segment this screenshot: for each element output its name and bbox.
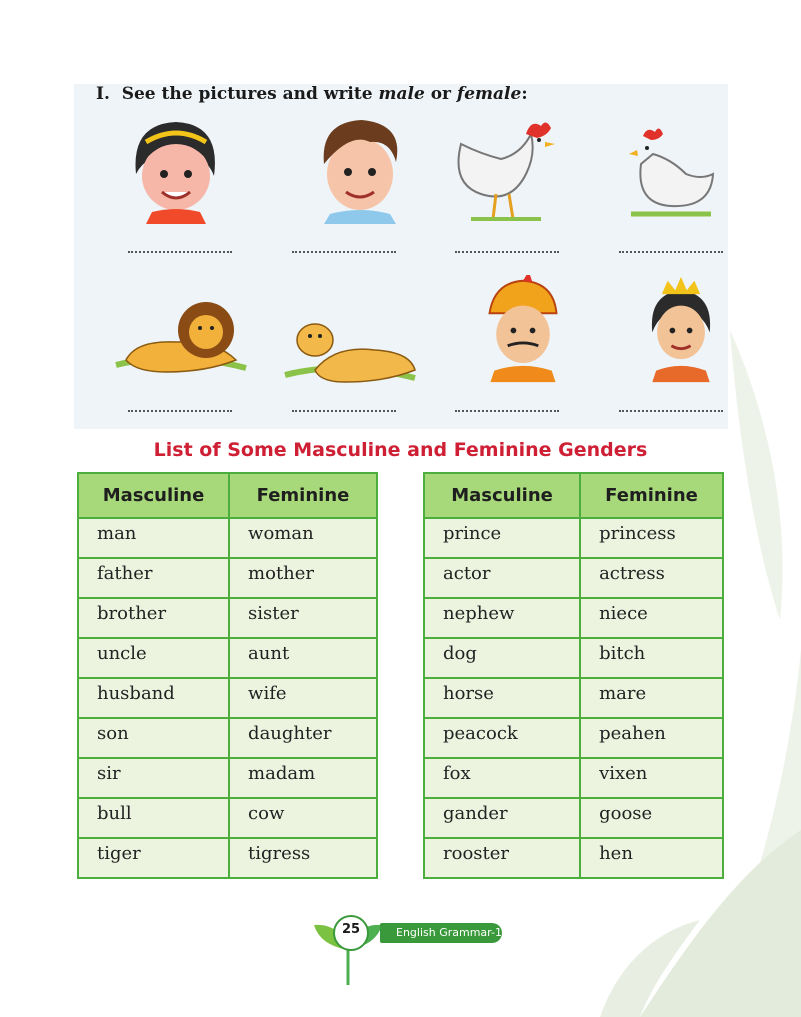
table-row — [78, 598, 377, 638]
column-header: Feminine — [229, 473, 377, 518]
feminine-cell: aunt — [229, 638, 377, 678]
rooster-icon — [441, 114, 561, 224]
masculine-cell: nephew — [424, 598, 580, 638]
feminine-cell: daughter — [229, 718, 377, 758]
table-row — [78, 638, 377, 678]
table-row — [424, 838, 723, 878]
feminine-cell: goose — [580, 798, 723, 838]
answer-blank[interactable] — [455, 410, 559, 412]
feminine-cell: madam — [229, 758, 377, 798]
masculine-cell: sir — [78, 758, 229, 798]
gender-table-right — [423, 472, 724, 879]
answer-blank[interactable] — [292, 410, 396, 412]
masculine-cell: rooster — [424, 838, 580, 878]
feminine-cell: vixen — [580, 758, 723, 798]
answer-blank[interactable] — [619, 251, 723, 253]
exercise-number: I. — [96, 84, 110, 104]
masculine-cell: tiger — [78, 838, 229, 878]
masculine-cell: uncle — [78, 638, 229, 678]
table-row — [424, 558, 723, 598]
page-number: 25 — [341, 922, 361, 937]
table-header-row — [78, 473, 377, 518]
table-row — [78, 518, 377, 558]
exercise-colon: : — [521, 84, 528, 104]
masculine-cell: peacock — [424, 718, 580, 758]
exercise-text: See the pictures and write — [121, 84, 373, 104]
gender-table-left — [77, 472, 378, 879]
masculine-cell: husband — [78, 678, 229, 718]
table-row — [78, 758, 377, 798]
answer-blank[interactable] — [128, 410, 232, 412]
exercise-word-female: female — [456, 84, 522, 104]
feminine-cell: cow — [229, 798, 377, 838]
column-header: Feminine — [580, 473, 723, 518]
masculine-cell: fox — [424, 758, 580, 798]
queen-icon — [621, 275, 741, 385]
feminine-cell: niece — [580, 598, 723, 638]
feminine-cell: wife — [229, 678, 377, 718]
column-header: Masculine — [424, 473, 580, 518]
table-row — [78, 798, 377, 838]
feminine-cell: tigress — [229, 838, 377, 878]
list-title: List of Some Masculine and Feminine Genders — [153, 439, 648, 461]
feminine-cell: bitch — [580, 638, 723, 678]
feminine-cell: mare — [580, 678, 723, 718]
answer-blank[interactable] — [292, 251, 396, 253]
table-header-row — [424, 473, 723, 518]
table-row — [78, 838, 377, 878]
lion-icon — [106, 280, 256, 390]
masculine-cell: actor — [424, 558, 580, 598]
table-row — [424, 718, 723, 758]
table-row — [424, 798, 723, 838]
masculine-cell: bull — [78, 798, 229, 838]
table-row — [424, 518, 723, 558]
lioness-icon — [275, 290, 425, 400]
table-row — [424, 758, 723, 798]
feminine-cell: peahen — [580, 718, 723, 758]
feminine-cell: sister — [229, 598, 377, 638]
answer-blank[interactable] — [619, 410, 723, 412]
masculine-cell: prince — [424, 518, 580, 558]
table-row — [78, 678, 377, 718]
girl-icon — [116, 114, 236, 224]
table-row — [78, 718, 377, 758]
exercise-word-male: male — [378, 84, 425, 104]
exercise-heading — [96, 84, 528, 104]
answer-blank[interactable] — [455, 251, 559, 253]
feminine-cell: princess — [580, 518, 723, 558]
masculine-cell: man — [78, 518, 229, 558]
feminine-cell: mother — [229, 558, 377, 598]
hen-icon — [611, 114, 731, 224]
column-header: Masculine — [78, 473, 229, 518]
boy-icon — [300, 114, 420, 224]
table-row — [424, 638, 723, 678]
masculine-cell: brother — [78, 598, 229, 638]
table-row — [78, 558, 377, 598]
exercise-word-or: or — [430, 84, 451, 104]
masculine-cell: son — [78, 718, 229, 758]
feminine-cell: hen — [580, 838, 723, 878]
footer-book-title: English Grammar-1 — [396, 926, 502, 939]
feminine-cell: actress — [580, 558, 723, 598]
feminine-cell: woman — [229, 518, 377, 558]
table-row — [424, 678, 723, 718]
table-row — [424, 598, 723, 638]
masculine-cell: dog — [424, 638, 580, 678]
masculine-cell: gander — [424, 798, 580, 838]
king-icon — [463, 275, 583, 385]
masculine-cell: father — [78, 558, 229, 598]
answer-blank[interactable] — [128, 251, 232, 253]
masculine-cell: horse — [424, 678, 580, 718]
